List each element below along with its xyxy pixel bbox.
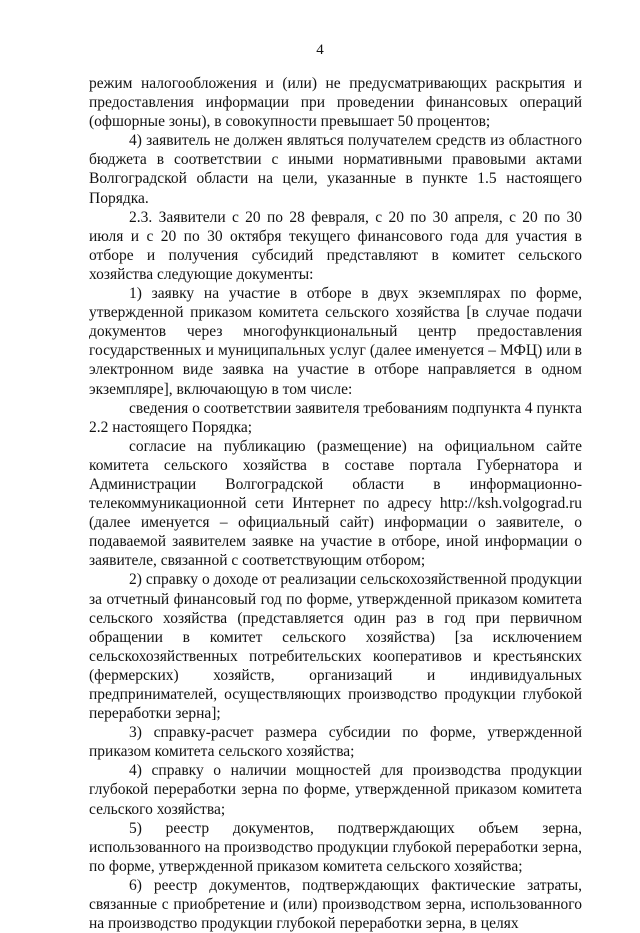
paragraph: режим налогообложения и (или) не предусматривающих раскрытия и предоставления информации при проведении финансовых операций (офшорные зоны), в совокупности превышает 50 процентов;: [89, 75, 582, 131]
paragraph: 6) реестр документов, подтверждающих фактические затраты, связанные с приобретение и (или) производством зерна, использованного на производство продукции глубокой переработки зерна, в целях: [89, 876, 582, 933]
paragraph: 2.3. Заявители с 20 по 28 февраля, с 20 по 30 апреля, с 20 по 30 июля и с 20 по 30 октября текущего финансового года для участия в отборе и получения субсидий представляют в комитет сельского хозяйства следующие документы:: [89, 208, 582, 283]
paragraph: 4) справку о наличии мощностей для производства продукции глубокой переработки зерна по форме, утвержденной приказом комитета сельского хозяйства;: [89, 762, 582, 818]
paragraph: 2) справку о доходе от реализации сельскохозяйственной продукции за отчетный финансовый год по форме, утвержденной приказом комитета сельского хозяйства (представляется один раз в год при первичном обращении в комитет сельского хозяйства) [за исключением сельскохозяйственных потребительских кооперативов и крестьянских (фермерских) хозяйств, организаций и индивидуальных предпринимателей, осуществляющих производство продукции глубокой переработки зерна];: [89, 571, 582, 723]
paragraph: 1) заявку на участие в отборе в двух экземплярах по форме, утвержденной приказом комитета сельского хозяйства [в случае подачи документов через многофункциональный центр предоставления государственных и муниципальных услуг (далее именуется – МФЦ) или в электронном виде заявка на участие в отборе направляется в одном экземпляре], включающую в том числе:: [89, 285, 582, 398]
paragraph: сведения о соответствии заявителя требованиям подпункта 4 пункта 2.2 настоящего Порядка;: [89, 399, 582, 436]
page-number: 4: [316, 42, 324, 58]
paragraph: 3) справку-расчет размера субсидии по форме, утвержденной приказом комитета сельского хозяйства;: [89, 724, 582, 761]
paragraph: согласие на публикацию (размещение) на официальном сайте комитета сельского хозяйства в составе портала Губернатора и Администрации Волгоградской области в информационно-телекоммуникационной сети Интернет по адресу http://ksh.volgograd.ru (далее именуется – официальный сайт) информации о заявителе, о подаваемой заявителем заявке на участие в отборе, иной информации о заявителе, связанной с соответствующим отбором;: [89, 437, 582, 570]
paragraph: 4) заявитель не должен являться получателем средств из областного бюджета в соответствии с иными нормативными правовыми актами Волгоградской области на цели, указанные в пункте 1.5 настоящего Порядка.: [89, 132, 582, 207]
document-body: [89, 74, 582, 933]
paragraph: 5) реестр документов, подтверждающих объем зерна, использованного на производство продукции глубокой переработки зерна, по форме, утвержденной приказом комитета сельского хозяйства;: [89, 819, 582, 875]
